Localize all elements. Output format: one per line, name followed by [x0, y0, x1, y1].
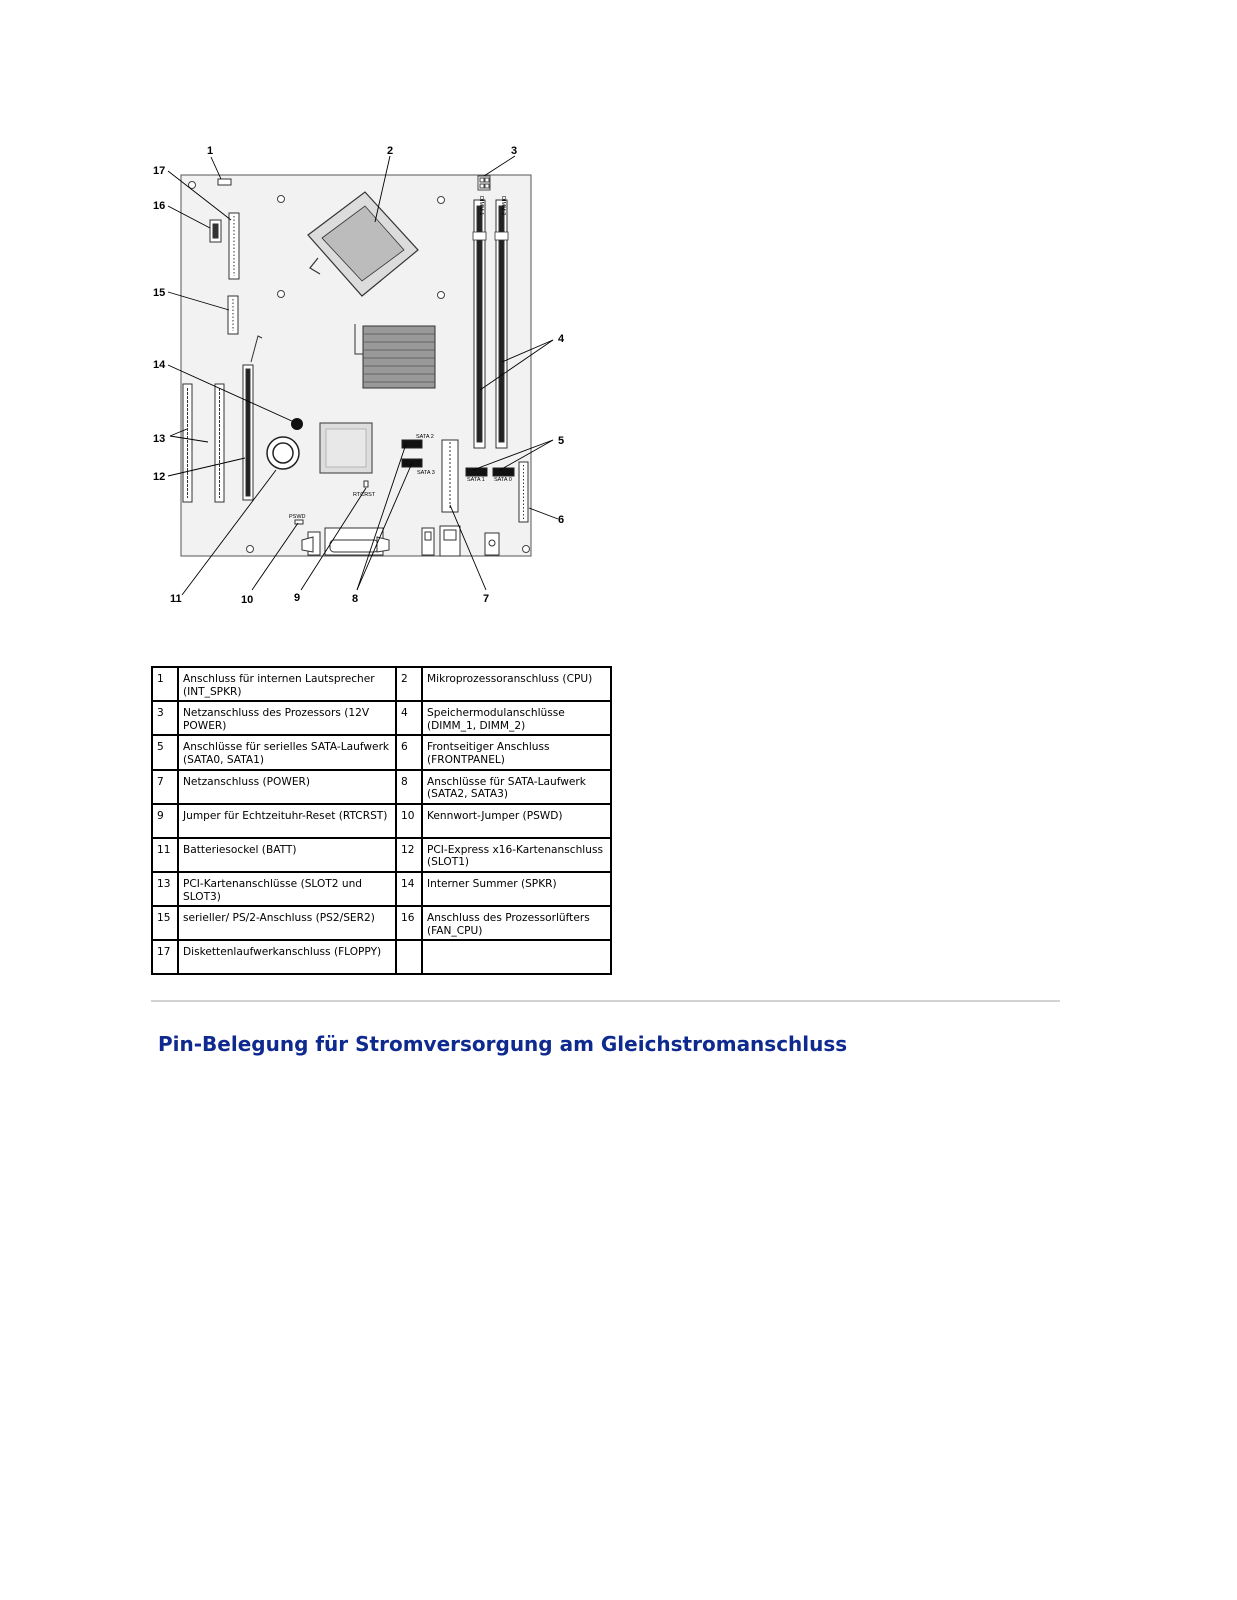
legend-description: Jumper für Echtzeituhr-Reset (RTCRST) [178, 804, 396, 838]
legend-number: 5 [152, 735, 178, 769]
section-title: Pin-Belegung für Stromversorgung am Gleichstromanschluss [158, 1032, 848, 1056]
dimm1-label: DIMM 1 [478, 196, 484, 216]
callout-10: 10 [241, 594, 254, 606]
legend-number [396, 940, 422, 974]
table-row [152, 735, 611, 769]
legend-description: Speichermodulanschlüsse (DIMM_1, DIMM_2) [422, 701, 611, 735]
callout-16: 16 [153, 200, 166, 212]
fan-connector [210, 220, 221, 242]
legend-number: 7 [152, 770, 178, 804]
table-row [152, 838, 611, 872]
legend-number: 8 [396, 770, 422, 804]
callout-15: 15 [153, 287, 166, 299]
callout-8: 8 [352, 593, 359, 605]
sata0-label: SATA 0 [494, 477, 512, 483]
legend-description: PCI-Kartenanschlüsse (SLOT2 und SLOT3) [178, 872, 396, 906]
legend-number: 10 [396, 804, 422, 838]
table-row [152, 770, 611, 804]
legend-number: 13 [152, 872, 178, 906]
table-row [152, 872, 611, 906]
callout-3: 3 [511, 145, 518, 157]
connector-legend-table [151, 666, 612, 975]
legend-description: Diskettenlaufwerkanschluss (FLOPPY) [178, 940, 396, 974]
legend-description: Anschlüsse für serielles SATA-Laufwerk (SATA0, SATA1) [178, 735, 396, 769]
rtcrst-label: RTCRST [353, 492, 376, 498]
legend-number: 11 [152, 838, 178, 872]
main-power-connector [442, 440, 458, 512]
sata1-label: SATA 1 [467, 477, 485, 483]
legend-description: Anschlüsse für SATA-Laufwerk (SATA2, SATA3) [422, 770, 611, 804]
callout-7: 7 [483, 593, 490, 605]
callout-12: 12 [153, 471, 166, 483]
frontpanel-connector [519, 462, 528, 522]
legend-number: 16 [396, 906, 422, 940]
floppy-connector [229, 213, 239, 279]
motherboard-diagram [150, 140, 580, 610]
legend-description: Anschluss für internen Lautsprecher (INT_SPKR) [178, 667, 396, 701]
callout-13: 13 [153, 433, 166, 445]
pswd-label: PSWD [289, 514, 306, 520]
buzzer [291, 418, 303, 430]
legend-description: Frontseitiger Anschluss (FRONTPANEL) [422, 735, 611, 769]
section-divider [151, 1000, 1060, 1002]
legend-number: 2 [396, 667, 422, 701]
table-row [152, 804, 611, 838]
legend-number: 3 [152, 701, 178, 735]
callout-11: 11 [170, 593, 182, 605]
callout-4: 4 [558, 333, 565, 345]
heatsink [355, 324, 435, 388]
dimm2-label: DIMM 2 [500, 196, 506, 216]
callout-2: 2 [387, 145, 394, 157]
sata2-label: SATA 2 [416, 434, 434, 440]
callout-6: 6 [558, 514, 565, 526]
table-row [152, 906, 611, 940]
callout-5: 5 [558, 435, 565, 447]
legend-description [422, 940, 611, 974]
legend-description: Anschluss des Prozessorlüfters (FAN_CPU) [422, 906, 611, 940]
int-spkr-connector [218, 179, 231, 185]
sata3-label: SATA 3 [417, 470, 435, 476]
rtcrst-jumper [364, 481, 368, 487]
legend-description: Netzanschluss des Prozessors (12V POWER) [178, 701, 396, 735]
table-row [152, 667, 611, 701]
legend-description: Interner Summer (SPKR) [422, 872, 611, 906]
legend-description: Mikroprozessoranschluss (CPU) [422, 667, 611, 701]
table-row [152, 701, 611, 735]
callout-17: 17 [153, 165, 166, 177]
legend-description: Netzanschluss (POWER) [178, 770, 396, 804]
table-row [152, 940, 611, 974]
callout-1: 1 [207, 145, 214, 157]
legend-description: serieller/ PS/2-Anschluss (PS2/SER2) [178, 906, 396, 940]
legend-number: 9 [152, 804, 178, 838]
legend-description: Kennwort-Jumper (PSWD) [422, 804, 611, 838]
legend-number: 17 [152, 940, 178, 974]
legend-description: PCI-Express x16-Kartenanschluss (SLOT1) [422, 838, 611, 872]
serial-header [228, 296, 238, 334]
legend-number: 1 [152, 667, 178, 701]
cpu-power-connector [478, 176, 490, 190]
pswd-jumper [295, 520, 303, 524]
legend-number: 12 [396, 838, 422, 872]
legend-number: 6 [396, 735, 422, 769]
callout-14: 14 [153, 359, 166, 371]
legend-number: 14 [396, 872, 422, 906]
legend-description: Batteriesockel (BATT) [178, 838, 396, 872]
legend-number: 4 [396, 701, 422, 735]
callout-9: 9 [294, 592, 301, 604]
legend-number: 15 [152, 906, 178, 940]
